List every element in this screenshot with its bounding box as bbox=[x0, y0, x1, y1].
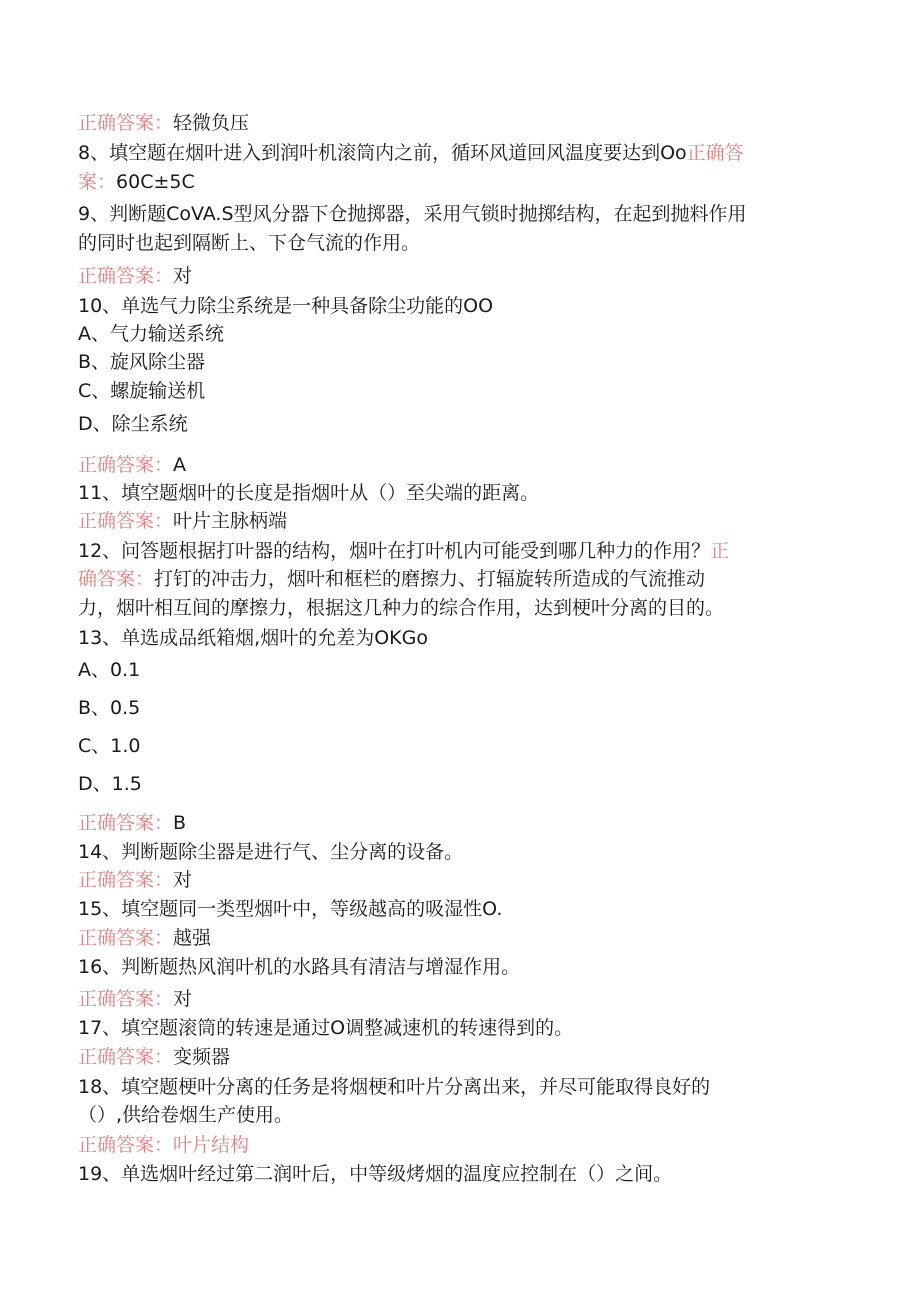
answer-label-part: 正 bbox=[710, 540, 730, 562]
answer-q9 bbox=[78, 264, 192, 288]
answer-value: 60C±5C bbox=[116, 171, 195, 193]
answer-value: 越强 bbox=[173, 927, 212, 949]
question-16: 16、判断题热风润叶机的水路具有清洁与增湿作用。 bbox=[78, 956, 521, 978]
answer-label: 正确答案： bbox=[78, 510, 174, 532]
question-19: 19、单选烟叶经过第二润叶后，中等级烤烟的温度应控制在（）之间。 bbox=[78, 1163, 673, 1185]
answer-label: 正确答案： bbox=[78, 112, 174, 134]
question-text: 8、填空题在烟叶进入到润叶机滚筒内之前，循环风道回风温度要达到Oo bbox=[78, 142, 687, 164]
answer-label: 正确答案： bbox=[78, 454, 174, 476]
question-14: 14、判断题除尘器是进行气、尘分离的设备。 bbox=[78, 841, 464, 863]
answer-value: 轻微负压 bbox=[173, 112, 250, 134]
question-10: 10、单选气力除尘系统是一种具备除尘功能的OO bbox=[78, 295, 494, 317]
answer-label: 正确答案： bbox=[78, 265, 174, 287]
answer-label: 正确答案： bbox=[78, 812, 174, 834]
answer-label: 正确答案： bbox=[78, 869, 174, 891]
question-text: 12、问答题根据打叶器的结构，烟叶在打叶机内可能受到哪几种力的作用？ bbox=[78, 540, 711, 562]
option-d: D、1.5 bbox=[78, 773, 142, 795]
answer-q14 bbox=[78, 868, 192, 892]
answer-label: 正确答案： bbox=[78, 1046, 174, 1068]
option-a: A、气力输送系统 bbox=[78, 323, 224, 345]
answer-label-part: 正确答 bbox=[686, 142, 744, 164]
option-b: B、0.5 bbox=[78, 697, 141, 719]
answer-q12 bbox=[78, 567, 705, 591]
answer-value: 变频器 bbox=[173, 1046, 231, 1068]
answer-label-part: 确答案： bbox=[78, 568, 155, 590]
option-c: C、1.0 bbox=[78, 735, 141, 757]
question-15: 15、填空题同一类型烟叶中，等级越高的吸湿性O. bbox=[78, 898, 503, 920]
answer-q12-cont: 力，烟叶相互间的摩擦力，根据这几种力的综合作用，达到梗叶分离的目的。 bbox=[78, 597, 725, 619]
answer-value: 对 bbox=[173, 988, 193, 1010]
answer-q10 bbox=[78, 453, 186, 477]
option-b: B、旋风除尘器 bbox=[78, 351, 206, 373]
question-8 bbox=[78, 141, 744, 165]
option-a: A、0.1 bbox=[78, 659, 141, 681]
question-12 bbox=[78, 539, 729, 563]
option-d: D、除尘系统 bbox=[78, 413, 188, 435]
question-18-cont: （）,供给卷烟生产使用。 bbox=[78, 1104, 294, 1126]
answer-q15 bbox=[78, 926, 211, 950]
answer-label-part: 案： bbox=[78, 171, 117, 193]
answer-value: 叶片主脉柄端 bbox=[173, 510, 288, 532]
answer-value: 对 bbox=[173, 869, 193, 891]
answer-value: 打钉的冲击力，烟叶和框栏的磨擦力、打辐旋转所造成的气流推动 bbox=[154, 568, 706, 590]
answer-label: 正确答案： bbox=[78, 988, 174, 1010]
answer-q11 bbox=[78, 509, 287, 533]
option-c: C、螺旋输送机 bbox=[78, 380, 206, 402]
answer-q18 bbox=[78, 1133, 249, 1157]
question-9-cont: 的同时也起到隔断上、下仓气流的作用。 bbox=[78, 232, 421, 254]
answer-q16 bbox=[78, 987, 192, 1011]
answer-value: 叶片结构 bbox=[173, 1134, 250, 1156]
question-13: 13、单选成品纸箱烟,烟叶的允差为OKGo bbox=[78, 627, 428, 649]
answer-q7 bbox=[78, 111, 249, 135]
answer-q17 bbox=[78, 1045, 230, 1069]
question-18: 18、填空题梗叶分离的任务是将烟梗和叶片分离出来，并尽可能取得良好的 bbox=[78, 1076, 711, 1098]
question-17: 17、填空题滚筒的转速是通过O调整减速机的转速得到的。 bbox=[78, 1017, 574, 1039]
answer-label: 正确答案： bbox=[78, 1134, 174, 1156]
question-11: 11、填空题烟叶的长度是指烟叶从（）至尖端的距离。 bbox=[78, 482, 540, 504]
question-9: 9、判断题CoVA.S型风分器下仓抛掷器，采用气锁时抛掷结构，在起到抛料作用 bbox=[78, 203, 747, 225]
answer-q8 bbox=[78, 170, 195, 194]
answer-value: B bbox=[173, 812, 187, 834]
answer-value: 对 bbox=[173, 265, 193, 287]
answer-label: 正确答案： bbox=[78, 927, 174, 949]
answer-q13 bbox=[78, 811, 186, 835]
answer-value: A bbox=[173, 454, 187, 476]
